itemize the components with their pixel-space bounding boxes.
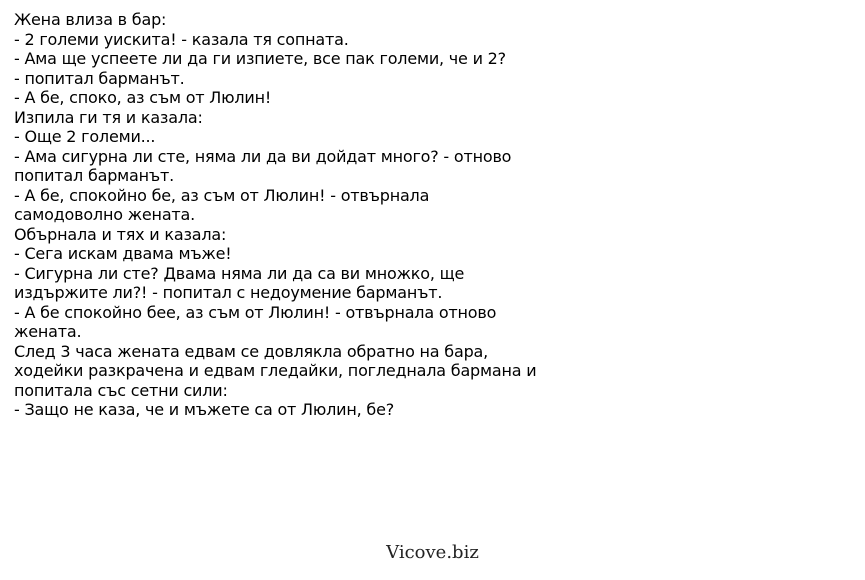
- joke-line: Изпила ги тя и казала:: [14, 107, 203, 127]
- joke-line: ходейки разкрачена и едвам гледайки, погледнала бармана и: [14, 361, 537, 380]
- joke-line: - Защо не каза, че и мъжете са от Люлин, бе?: [14, 400, 395, 419]
- joke-line: След 3 часа жената едвам се довлякла обратно на бара,: [14, 341, 489, 361]
- joke-text: [14, 10, 614, 420]
- joke-line: Обърнала и тях и казала:: [14, 224, 227, 244]
- joke-line: - А бе, спокойно бе, аз съм от Люлин! - отвърнала: [14, 185, 430, 205]
- joke-line: издържите ли?! - попитал с недоумение барманът.: [14, 283, 443, 302]
- joke-line: Жена влиза в бар:: [14, 10, 167, 29]
- site-watermark: Vicove.biz: [386, 542, 479, 563]
- joke-line: попитала със сетни сили:: [14, 380, 228, 400]
- joke-line: - Сега искам двама мъже!: [14, 244, 232, 263]
- joke-line: жената.: [14, 322, 82, 341]
- joke-line: - Ама ще успеете ли да ги изпиете, все пак големи, че и 2?: [14, 49, 506, 68]
- joke-line: - А бе спокойно бее, аз съм от Люлин! - отвърнала отново: [14, 302, 497, 322]
- joke-line: - Ама сигурна ли сте, няма ли да ви дойдат много? - отново: [14, 146, 512, 166]
- joke-line: - Още 2 големи...: [14, 127, 156, 146]
- joke-line: - Сигурна ли сте? Двама няма ли да са ви множко, ще: [14, 263, 465, 283]
- joke-line: - попитал барманът.: [14, 68, 185, 88]
- joke-line: попитал барманът.: [14, 166, 175, 185]
- joke-line: - 2 големи уискита! - казала тя сопната.: [14, 29, 349, 49]
- joke-line: самодоволно жената.: [14, 205, 196, 224]
- joke-line: - А бе, споко, аз съм от Люлин!: [14, 88, 272, 107]
